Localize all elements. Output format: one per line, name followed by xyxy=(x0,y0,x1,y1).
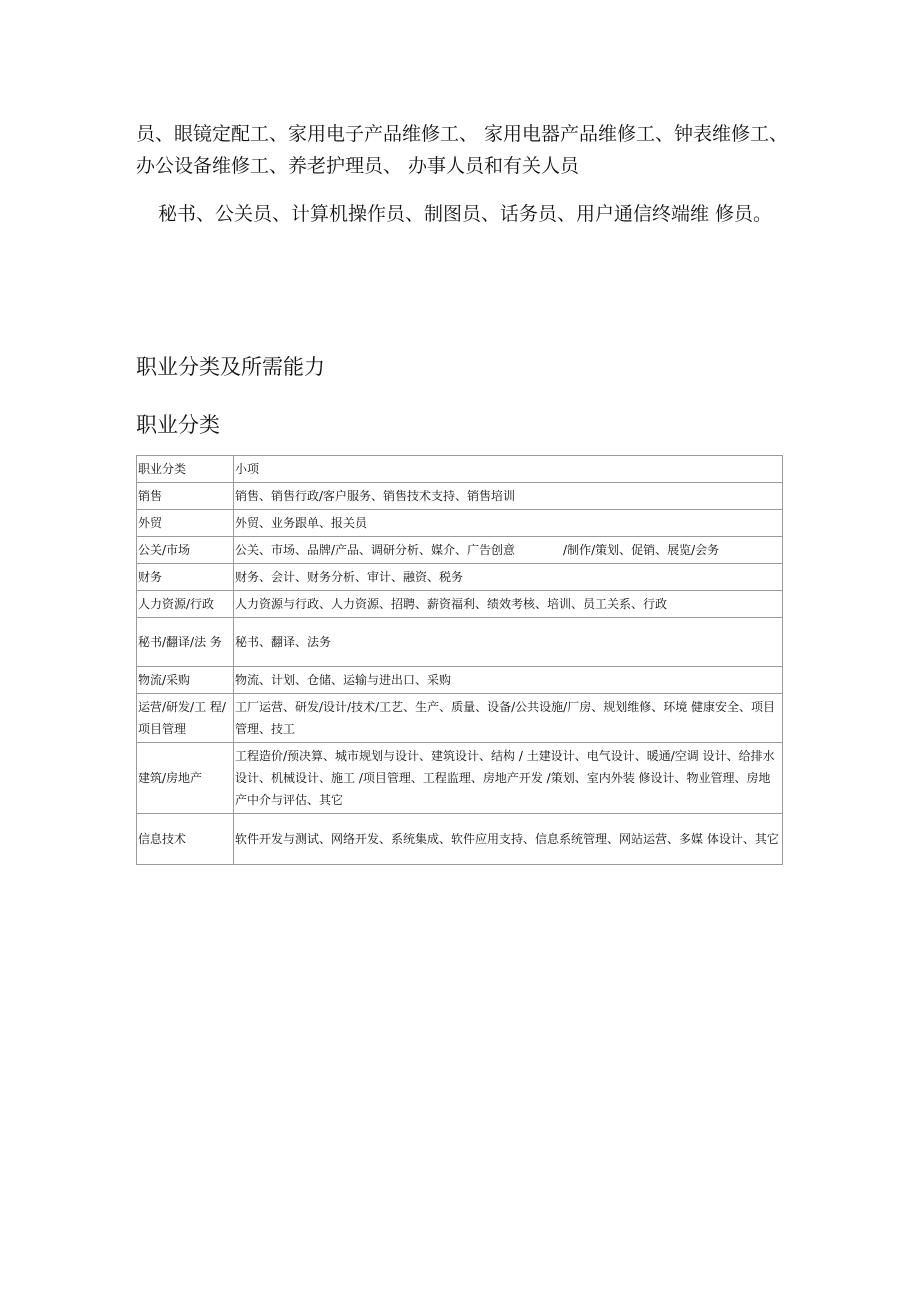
subsection-heading: 职业分类 xyxy=(136,413,220,437)
occupation-table xyxy=(136,455,783,865)
items-cell: 公关、市场、品牌/产品、调研分析、媒介、广告创意 /制作/策划、促销、展览/会务 xyxy=(234,537,783,564)
table-row xyxy=(137,564,783,591)
table-row xyxy=(137,618,783,667)
category-cell: 建筑/房地产 xyxy=(137,743,234,814)
table-header-row xyxy=(137,456,783,483)
items-cell: 软件开发与测试、网络开发、系统集成、软件应用支持、信息系统管理、网站运营、多媒 体设计、其它 xyxy=(234,814,783,865)
category-cell: 销售 xyxy=(137,483,234,510)
header-items-cell: 小项 xyxy=(234,456,783,483)
table-row xyxy=(137,510,783,537)
items-cell: 工程造价/预决算、城市规划与设计、建筑设计、结构 / 土建设计、电气设计、暖通/空调 设计、给排水设计、机械设计、施工 /项目管理、工程监理、房地产开发 /策划、室内外装 修设计、物业管理、房地产中介与评估、其它 xyxy=(234,743,783,814)
body-paragraph-occupations: 员、眼镜定配工、家用电子产品维修工、 家用电器产品维修工、钟表维修工、办公设备维修工、养老护理员、 办事人员和有关人员 xyxy=(136,123,789,177)
table-row xyxy=(137,483,783,510)
section-heading: 职业分类及所需能力 xyxy=(136,355,325,379)
items-cell: 秘书、翻译、法务 xyxy=(234,618,783,667)
category-cell: 外贸 xyxy=(137,510,234,537)
category-cell: 运营/研发/工 程/项目管理 xyxy=(137,694,234,743)
table-row xyxy=(137,537,783,564)
table-row xyxy=(137,667,783,694)
category-cell: 财务 xyxy=(137,564,234,591)
table-row xyxy=(137,694,783,743)
table-row xyxy=(137,814,783,865)
category-cell: 公关/市场 xyxy=(137,537,234,564)
table-row xyxy=(137,591,783,618)
items-cell: 工厂运营、研发/设计/技术/工艺、生产、质量、设备/公共设施/厂房、规划维修、环境 健康安全、项目管理、技工 xyxy=(234,694,783,743)
category-cell: 人力资源/行政 xyxy=(137,591,234,618)
items-cell: 物流、计划、仓储、运输与进出口、采购 xyxy=(234,667,783,694)
body-paragraph-clerical: 秘书、公关员、计算机操作员、制图员、话务员、用户通信终端维 修员。 xyxy=(158,203,773,225)
items-cell: 人力资源与行政、人力资源、招聘、薪资福利、绩效考核、培训、员工关系、行政 xyxy=(234,591,783,618)
category-cell: 信息技术 xyxy=(137,814,234,865)
items-cell: 外贸、业务跟单、报关员 xyxy=(234,510,783,537)
category-cell: 物流/采购 xyxy=(137,667,234,694)
category-cell: 秘书/翻译/法 务 xyxy=(137,618,234,667)
items-cell: 销售、销售行政/客户服务、销售技术支持、销售培训 xyxy=(234,483,783,510)
table-row xyxy=(137,743,783,814)
items-cell: 财务、会计、财务分析、审计、融资、税务 xyxy=(234,564,783,591)
header-category-cell: 职业分类 xyxy=(137,456,234,483)
